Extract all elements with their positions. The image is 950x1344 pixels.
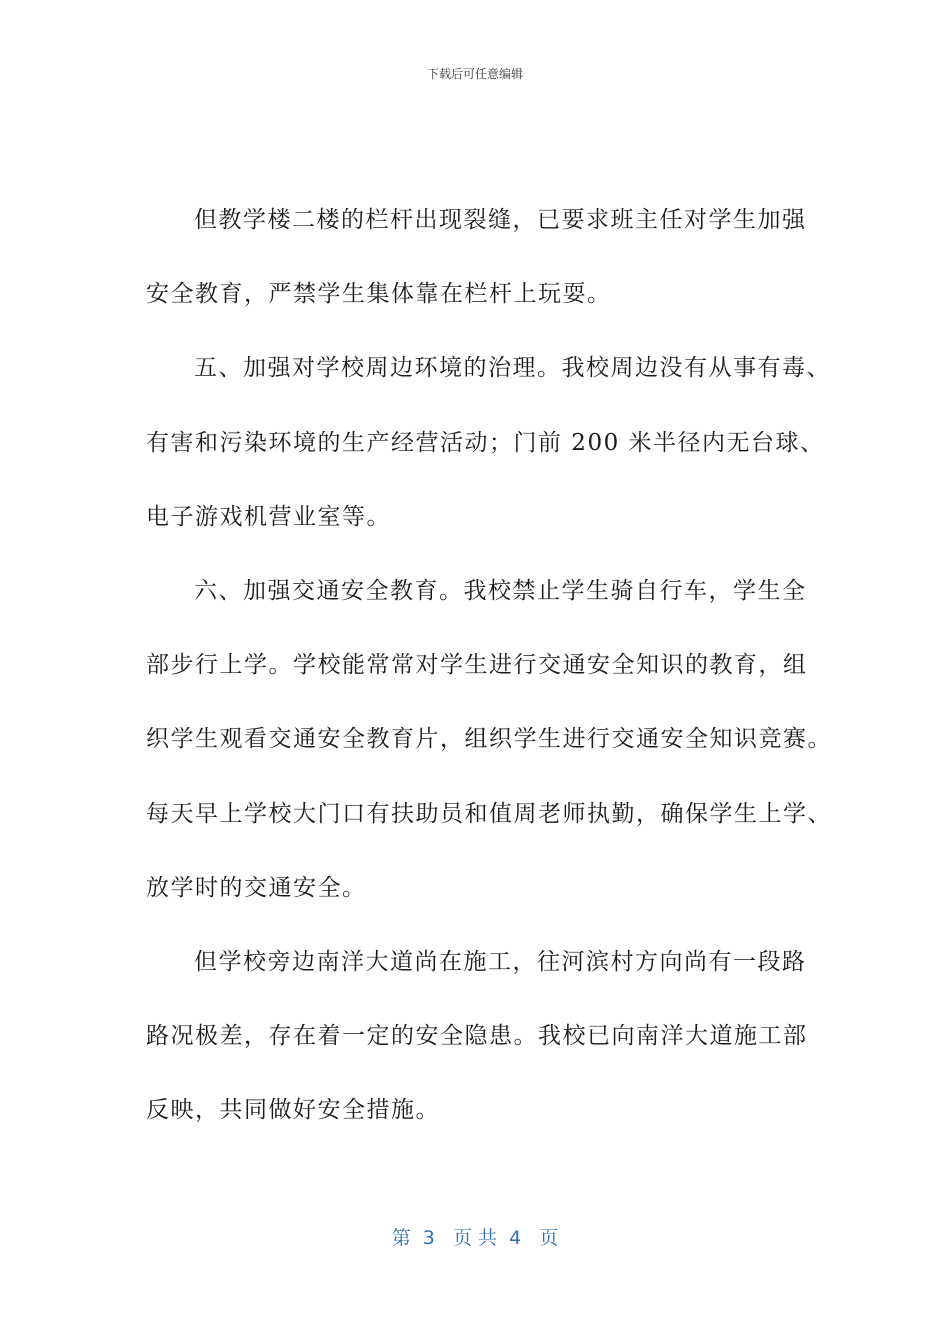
paragraph-line: 但学校旁边南洋大道尚在施工，往河滨村方向尚有一段路 — [194, 948, 807, 975]
paragraph-line: 织学生观看交通安全教育片，组织学生进行交通安全知识竞赛。 — [146, 726, 832, 753]
page-number-footer: 第 3 页 共 4 页 — [391, 1227, 559, 1249]
paragraph-line: 每天早上学校大门口有扶助员和值周老师执勤，确保学生上学、 — [146, 800, 832, 827]
paragraph-line: 安全教育，严禁学生集体靠在栏杆上玩耍。 — [146, 281, 612, 308]
paragraph-line: 但教学楼二楼的栏杆出现裂缝，已要求班主任对学生加强 — [194, 207, 807, 233]
paragraph-line: 电子游戏机营业室等。 — [146, 503, 391, 530]
paragraph-line: 路况极差，存在着一定的安全隐患。我校已向南洋大道施工部 — [146, 1023, 808, 1050]
paragraph-line: 六、加强交通安全教育。我校禁止学生骑自行车，学生全 — [194, 577, 807, 604]
paragraph-line: 部步行上学。学校能常常对学生进行交通安全知识的教育，组 — [146, 652, 808, 679]
paragraph-line: 反映，共同做好安全措施。 — [146, 1097, 440, 1124]
document-body — [146, 197, 832, 1161]
page-header: 下载后可任意编辑 — [426, 67, 523, 81]
paragraph-line: 有害和污染环境的生产经营活动；门前 200 米半径内无台球、 — [146, 429, 825, 456]
paragraph-line: 五、加强对学校周边环境的治理。我校周边没有从事有毒、 — [194, 355, 831, 382]
paragraph-line: 放学时的交通安全。 — [146, 874, 367, 901]
